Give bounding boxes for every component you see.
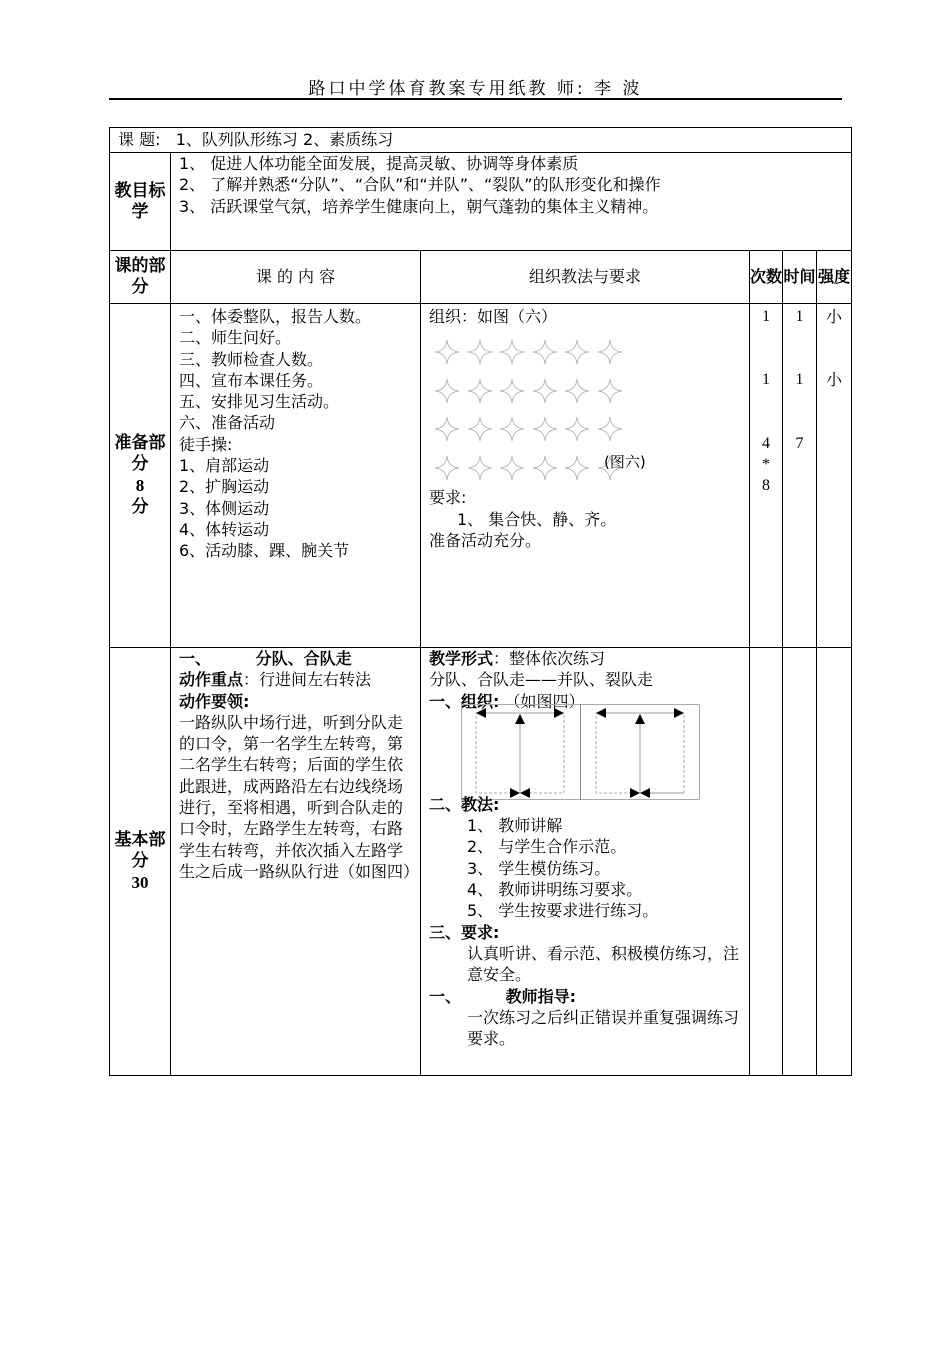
req-label: 三、要求: bbox=[429, 922, 500, 942]
method-item: 2、 与学生合作示范。 bbox=[467, 837, 627, 857]
essentials-label: 动作要领: bbox=[179, 691, 250, 711]
prep-content bbox=[171, 304, 421, 648]
content-line: 五、安排见习生活动。 bbox=[179, 392, 340, 412]
guide-label: 一、 教师指导: bbox=[429, 986, 576, 1006]
req-label: 要求: bbox=[429, 488, 467, 508]
prep-label: 准备部分 8 分 bbox=[110, 304, 171, 648]
col-header-times: 次数 bbox=[750, 251, 783, 304]
prep-method bbox=[421, 304, 750, 648]
content-line: 4、体转运动 bbox=[179, 519, 270, 539]
form-label: 教学形式 bbox=[429, 649, 494, 668]
topic-label: 课 题: bbox=[118, 130, 161, 150]
col-header-part: 课的部分 bbox=[110, 251, 171, 304]
student-star-icon bbox=[434, 416, 460, 442]
student-star-icon bbox=[532, 339, 558, 365]
org-label: 一、组织: bbox=[429, 691, 500, 711]
student-star-icon bbox=[434, 339, 460, 365]
req-text: 认真听讲、看示范、积极模仿练习，注意安全。 bbox=[467, 943, 740, 985]
formation-diagram bbox=[429, 327, 741, 487]
guide-text: 一次练习之后纠正错误并重复强调练习要求。 bbox=[467, 1007, 740, 1049]
student-star-icon bbox=[532, 455, 558, 481]
topic-value: 1、队列队形练习 2、素质练习 bbox=[175, 130, 394, 150]
content-line: 六、准备活动 bbox=[179, 413, 276, 433]
basic-times bbox=[750, 648, 783, 1076]
student-star-icon bbox=[499, 455, 525, 481]
goal-item: 1、 促进人体功能全面发展，提高灵敏、协调等身体素质 bbox=[179, 154, 579, 173]
content-line: 四、宣布本课任务。 bbox=[179, 370, 324, 390]
method-item: 4、 教师讲明练习要求。 bbox=[467, 880, 643, 900]
student-star-icon bbox=[597, 416, 623, 442]
basic-content bbox=[171, 648, 421, 1076]
goals-label: 教目标学 bbox=[110, 153, 171, 251]
goal-item: 3、 活跃课堂气氛，培养学生健康向上，朝气蓬勃的集体主义精神。 bbox=[179, 196, 659, 216]
prep-times: 1 1 4 * 8 bbox=[750, 304, 783, 648]
prep-time: 1 1 7 bbox=[783, 304, 817, 648]
student-star-icon bbox=[467, 378, 493, 404]
method-item: 5、 学生按要求进行练习。 bbox=[467, 901, 659, 921]
content-line: 1、肩部运动 bbox=[179, 456, 270, 476]
essentials-text: 一路纵队中场行进，听到分队走的口令，第一名学生左转弯，第二名学生右转弯；后面的学生依此跟进，成两路沿左右边线绕场进行，至将相遇，听到合队走的口令时，左路学生左转弯，右路学生右转弯，并依次插入左路学生之后成一路纵队行进（如图四） bbox=[179, 712, 420, 881]
col-header-time: 时间 bbox=[783, 251, 817, 304]
topic-row bbox=[110, 128, 852, 153]
student-star-icon bbox=[467, 416, 493, 442]
content-line: 2、扩胸运动 bbox=[179, 477, 270, 497]
section-title: 一、 分队、合队走 bbox=[179, 649, 352, 668]
goals-list bbox=[171, 153, 852, 251]
figure-caption: (图六) bbox=[604, 453, 646, 472]
student-star-icon bbox=[434, 378, 460, 404]
req-item: 准备活动充分。 bbox=[429, 530, 542, 550]
student-star-icon bbox=[597, 378, 623, 404]
form-text-2: 分队、合队走——并队、裂队走 bbox=[429, 670, 654, 690]
goal-item: 2、 了解并熟悉“分队”、“合队”和“并队”、“裂队”的队形变化和操作 bbox=[179, 175, 661, 195]
content-line: 3、体侧运动 bbox=[179, 498, 270, 518]
student-star-icon bbox=[564, 378, 590, 404]
student-star-icon bbox=[499, 339, 525, 365]
col-header-intensity: 强度 bbox=[817, 251, 852, 304]
content-line: 一、体委整队，报告人数。 bbox=[179, 307, 372, 326]
student-star-icon bbox=[434, 455, 460, 481]
req-item: 1、 集合快、静、齐。 bbox=[457, 509, 617, 529]
col-header-content: 课 的 内 容 bbox=[171, 251, 421, 304]
form-text: ：整体依次练习 bbox=[493, 649, 606, 668]
basic-method bbox=[421, 648, 750, 1076]
student-star-icon bbox=[564, 455, 590, 481]
student-star-icon bbox=[499, 416, 525, 442]
student-star-icon bbox=[532, 378, 558, 404]
student-star-icon bbox=[564, 339, 590, 365]
lesson-plan-table bbox=[109, 127, 852, 1076]
content-line: 徒手操: bbox=[179, 434, 233, 454]
content-line: 二、师生问好。 bbox=[179, 328, 292, 348]
header-rule bbox=[109, 98, 842, 100]
content-line: 三、教师检查人数。 bbox=[179, 349, 324, 369]
march-diagram bbox=[461, 704, 701, 800]
basic-label: 基本部分 30 bbox=[110, 648, 171, 1076]
page-header: 路口中学体育教案专用纸教 师: 李 波 bbox=[308, 79, 643, 99]
method-label: 二、教法: bbox=[429, 794, 500, 814]
key-text: ：行进间左右转法 bbox=[243, 670, 372, 690]
content-line: 6、活动膝、踝、腕关节 bbox=[179, 541, 350, 561]
col-header-method: 组织教法与要求 bbox=[421, 251, 750, 304]
prep-intensity: 小 小 bbox=[817, 304, 852, 648]
org-text: （如图四） bbox=[499, 691, 585, 711]
student-star-icon bbox=[532, 416, 558, 442]
student-star-icon bbox=[597, 339, 623, 365]
method-item: 1、 教师讲解 bbox=[467, 816, 563, 836]
student-star-icon bbox=[564, 416, 590, 442]
method-item: 3、 学生模仿练习。 bbox=[467, 858, 611, 878]
student-star-icon bbox=[467, 339, 493, 365]
org-text: 组织：如图（六） bbox=[429, 307, 558, 326]
student-star-icon bbox=[467, 455, 493, 481]
key-label: 动作重点 bbox=[179, 670, 244, 690]
basic-intensity bbox=[817, 648, 852, 1076]
student-star-icon bbox=[499, 378, 525, 404]
basic-time bbox=[783, 648, 817, 1076]
